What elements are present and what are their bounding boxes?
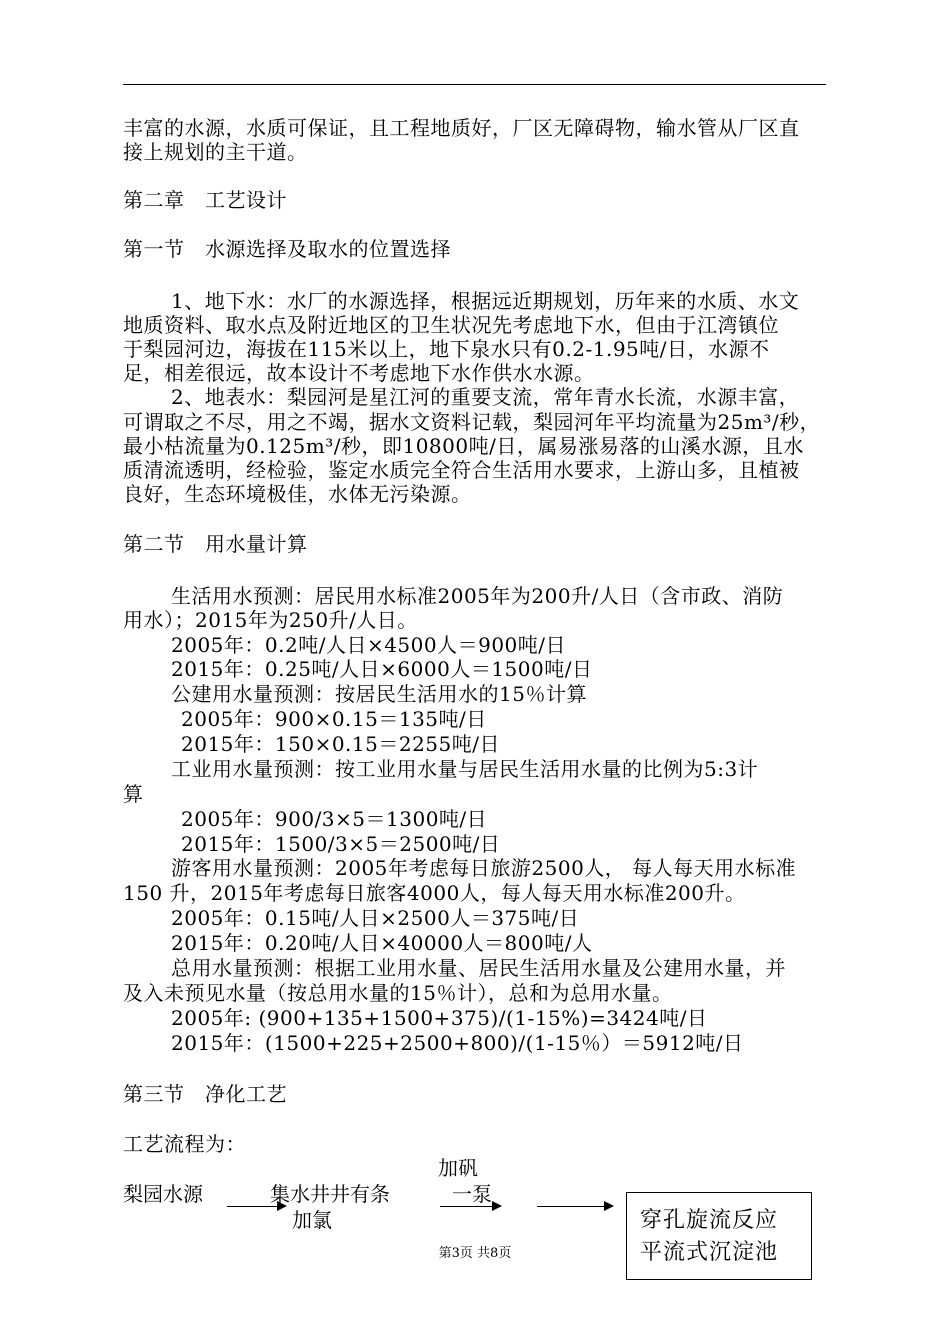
text-line: 用水）；2015年为250升/人日。 (123, 608, 418, 632)
text-line: 游客用水量预测：2005年考虑每日旅游2500人， 每人每天用水标准 (171, 856, 797, 880)
text-line: 2015年：(1500+225+2500+800)/(1-15％）＝5912吨/日 (171, 1031, 744, 1055)
text-line: 2015年：0.25吨/人日×6000人＝1500吨/日 (171, 657, 593, 681)
flow-box-line: 穿孔旋流反应 (640, 1208, 779, 1233)
text-line: 生活用水预测：居民用水标准2005年为200升/人日（含市政、消防 (171, 584, 784, 608)
flow-step1-sublabel: 加氯 (292, 1208, 332, 1232)
text-line: 工艺流程为： (123, 1132, 246, 1156)
section-heading: 第三节 净化工艺 (123, 1082, 287, 1106)
text-line: 2005年：0.15吨/人日×2500人＝375吨/日 (171, 906, 580, 930)
flow-step2-above-label: 加矾 (438, 1156, 478, 1180)
section-heading: 第二节 用水量计算 (123, 532, 308, 556)
header-rule (123, 84, 826, 85)
text-line: 2015年：0.20吨/人日×40000人＝800吨/人 (171, 931, 593, 955)
text-line: 质清流透明，经检验，鉴定水质完全符合生活用水要求，上游山多，且植被 (123, 458, 800, 482)
text-line: 2015年：1500/3×5＝2500吨/日 (181, 832, 501, 856)
text-line: 2005年：900/3×5＝1300吨/日 (181, 807, 488, 831)
text-line: 丰富的水源，水质可保证，且工程地质好，厂区无障碍物，输水管从厂区直 (123, 116, 800, 140)
text-line: 公建用水量预测：按居民生活用水的15％计算 (171, 682, 587, 706)
flow-process-box (626, 1192, 812, 1280)
text-line: 良好，生态环境极佳，水体无污染源。 (123, 482, 472, 506)
text-line: 接上规划的主干道。 (123, 140, 308, 164)
chapter-heading: 第二章 工艺设计 (123, 188, 287, 212)
flow-box-line: 平流式沉淀池 (640, 1240, 779, 1265)
text-line: 可谓取之不尽，用之不竭，据水文资料记载，梨园河年平均流量为25m³/秒， (123, 410, 821, 434)
text-line: 地质资料、取水点及附近地区的卫生状况先考虑地下水，但由于江湾镇位 (123, 313, 779, 337)
text-line: 及入未预见水量（按总用水量的15％计），总和为总用水量。 (123, 981, 673, 1005)
text-line: 2、地表水：梨园河是星江河的重要支流，常年青水长流，水源丰富， (171, 385, 800, 409)
flow-step2-label: 一泵 (452, 1182, 492, 1206)
text-line: 工业用水量预测：按工业用水量与居民生活用水量的比例为5:3计 (171, 757, 759, 781)
text-line: 总用水量预测：根据工业用水量、居民生活用水量及公建用水量，并 (171, 956, 786, 980)
text-line: 1、地下水：水厂的水源选择，根据远近期规划，历年来的水质、水文 (171, 289, 800, 313)
flow-source-label: 梨园水源 (123, 1182, 203, 1206)
flow-arrow (227, 1206, 285, 1207)
flow-arrow (537, 1206, 612, 1207)
text-line: 2015年：150×0.15＝2255吨/日 (181, 732, 500, 756)
text-line: 算 (123, 782, 144, 806)
text-line: 2005年: (900+135+1500+375)/(1-15%)=3424吨/日 (171, 1006, 708, 1030)
text-line: 于梨园河边，海拔在115米以上，地下泉水只有0.2-1.95吨/日，水源不 (123, 337, 770, 361)
text-line: 150 升，2015年考虑每日旅客4000人，每人每天用水标准200升。 (123, 881, 746, 905)
text-line: 最小枯流量为0.125m³/秒，即10800吨/日，属易涨易落的山溪水源，且水 (123, 434, 804, 458)
text-line: 2005年：900×0.15＝135吨/日 (181, 707, 487, 731)
flow-step1-label: 集水井井有条 (270, 1182, 390, 1206)
flow-arrow (440, 1206, 500, 1207)
page-footer: 第3页 共8页 (438, 1246, 512, 1261)
text-line: 足，相差很远，故本设计不考虑地下水作供水水源。 (123, 361, 595, 385)
text-line: 2005年：0.2吨/人日×4500人＝900吨/日 (171, 633, 567, 657)
section-heading: 第一节 水源选择及取水的位置选择 (123, 237, 451, 261)
